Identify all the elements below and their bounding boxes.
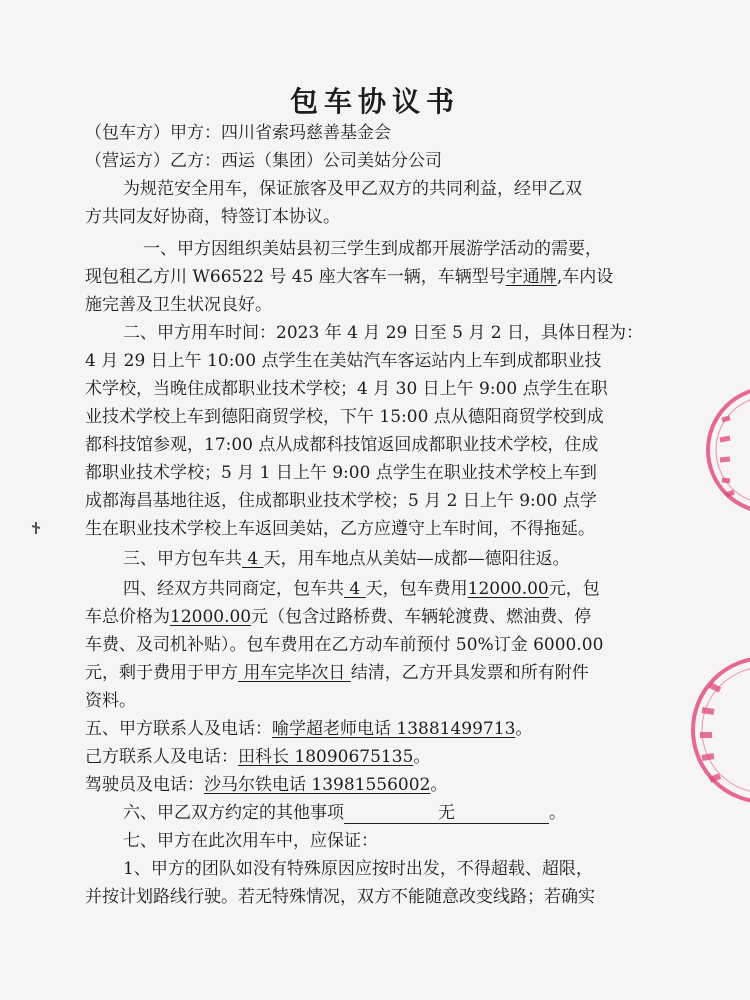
operator-contact: 田科长 18090675135 <box>238 747 414 767</box>
scan-mark-icon <box>30 520 42 538</box>
clause4-l1-a: 四、经双方共同商定，包车共 <box>123 579 344 599</box>
driver-label: 驾驶员及电话： <box>85 775 204 795</box>
clause4-l2-a: 车总价格为 <box>85 607 170 627</box>
clause5-end: 。 <box>515 719 533 739</box>
clause6-end: 。 <box>549 803 566 823</box>
clause4-l2-b: 元（包含过路桥费、车辆轮渡费、燃油费、停 <box>251 607 592 627</box>
clause4-l1-b: 天，包车费用 <box>365 579 468 599</box>
clause7-line: 七、甲方在此次用车中，应保证： <box>123 831 378 851</box>
clause7-1-line-2: 并按计划路线行驶。若无特殊情况，双方不能随意改变线路；若确实 <box>85 887 595 907</box>
clause4-days: 4 <box>344 579 366 599</box>
clause3-line <box>123 547 570 571</box>
clause1-line-3: 施完善及卫生状况良好。 <box>85 295 272 315</box>
clause2-line-6: 都职业技术学校；5 月 1 日上午 9:00 点学生在职业技术学校上车到 <box>85 463 597 483</box>
clause6-value: 无 <box>344 803 549 824</box>
clause4-line-1 <box>123 577 600 601</box>
clause2-line-5: 都科技馆参观，17:00 点从成都科技馆返回成都职业技术学校，住成 <box>85 435 599 455</box>
operator-contact-end: 。 <box>413 747 431 767</box>
clause4-l4-b: 结清，乙方开具发票和所有附件 <box>350 663 589 683</box>
clause1-line-2 <box>85 265 613 289</box>
clause4-line-5: 资料。 <box>85 691 136 711</box>
driver-line <box>85 773 447 797</box>
clause4-line-4 <box>85 661 589 685</box>
charter-fee: 12000.00 <box>467 579 549 599</box>
clause2-line-2: 4 月 29 日上午 10:00 点学生在美姑汽车客运站内上车到成都职业技 <box>85 351 602 371</box>
operator-line: （营运方）乙方：西运（集团）公司美姑分公司 <box>85 151 442 171</box>
operator-contact-line <box>85 745 430 769</box>
charter-days: 4 <box>242 549 264 569</box>
clause2-line-4: 业技术学校上车到德阳商贸学校，下午 15:00 点从德阳商贸学校到成 <box>85 407 604 427</box>
clause5-contact: 喻学超老师电话 13881499713 <box>272 719 516 739</box>
driver-end: 。 <box>430 775 448 795</box>
document-title: 包车协议书 <box>289 85 460 118</box>
clause6-line <box>123 801 566 825</box>
clause5-label: 五、甲方联系人及电话： <box>85 719 272 739</box>
clause6-label: 六、甲乙双方约定的其他事项 <box>123 803 344 823</box>
settlement-date: 用车完毕次日 <box>238 663 351 683</box>
clause7-1-line-1: 1、甲方的团队如没有特殊原因应按时出发，不得超载、超限， <box>123 859 593 879</box>
clause2-line-3: 术学校，当晚住成都职业技术学校；4 月 30 日上午 9:00 点学生在职 <box>85 379 608 399</box>
clause4-line-3: 车费、及司机补贴）。包车费用在乙方动车前预付 50%订金 6000.00 <box>85 635 604 655</box>
lessee-line: （包车方）甲方：四川省索玛慈善基金会 <box>85 123 391 143</box>
clause2-line-1: 二、甲方用车时间：2023 年 4 月 29 日至 5 月 2 日，具体日程为： <box>123 323 643 343</box>
clause4-l4-a: 元，剩于费用于甲方 <box>85 663 238 683</box>
total-price: 12000.00 <box>170 607 252 627</box>
clause3-pre: 三、甲方包车共 <box>123 549 242 569</box>
clause1-l2-pre: 现包租乙方川 W66522 号 45 座大客车一辆，车辆型号 <box>85 267 506 287</box>
red-seal-lower <box>640 650 750 810</box>
vehicle-model: 宇通牌 <box>505 267 557 287</box>
clause2-line-8: 生在职业技术学校上车返回美姑，乙方应遵守上车时间，不得拖延。 <box>85 519 595 539</box>
clause4-line-2 <box>85 605 591 629</box>
clause2-line-7: 成都海昌基地往返，住成都职业技术学校；5 月 2 日上午 9:00 点学 <box>85 491 597 511</box>
preamble-line-2: 方共同友好协商，特签订本协议。 <box>85 207 340 227</box>
red-seal-upper <box>660 380 750 520</box>
clause4-l1-c: 元，包 <box>548 579 600 599</box>
clause5-line <box>85 717 532 741</box>
preamble-line-1: 为规范安全用车，保证旅客及甲乙双方的共同利益，经甲乙双 <box>123 179 582 199</box>
clause1-l2-post: ,车内设 <box>556 267 614 287</box>
clause1-line-1: 一、甲方因组织美姑县初三学生到成都开展游学活动的需要， <box>143 239 602 259</box>
operator-contact-label: 己方联系人及电话： <box>85 747 238 767</box>
driver-contact: 沙马尔铁电话 13981556002 <box>204 775 431 795</box>
clause3-post: 天，用车地点从美姑—成都—德阳往返。 <box>263 549 570 569</box>
